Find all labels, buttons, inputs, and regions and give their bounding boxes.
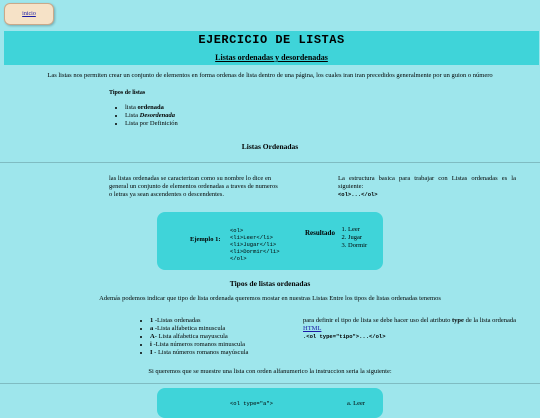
ordered-heading: Listas Ordenadas — [241, 142, 299, 151]
alpha-intro: Si queremos que se muestre una lista con orden alfanumerico la instruccion seria la siguiente: — [148, 368, 392, 375]
ordered-types-intro: Además podemos indicar que tipo de lista ordenada queremos mostar en nuestras Listas Entre los tipos de listas ordenadas tenemos — [99, 295, 441, 302]
ordered-description: las listas ordenadas se caracterizan como su nombre lo dice en general un conjunto de elementos ordenadas a traves de numeros o letras ya sean ascendentes o descendentes. — [109, 175, 278, 198]
result-list — [334, 226, 367, 250]
example-2-result: a. Leer — [347, 400, 366, 407]
type-attribute-code: .<ol type="tipo">...</ol> — [303, 333, 386, 340]
type-attribute-explanation: para definir el tipo de lista se debe hacer uso del atributo type de la lista ordenada HTML .<ol type="tipo">...</ol> — [303, 317, 516, 340]
ordered-structure-code: <ol>...</ol> — [338, 191, 378, 198]
result-label: Resultado — [305, 229, 335, 237]
page-banner — [4, 31, 539, 65]
list-item: • 1 -Listas ordenadas — [150, 317, 290, 325]
example-box-2 — [157, 388, 383, 418]
list-item: • I - Lista números romanos mayúscula — [150, 349, 290, 357]
inicio-nav-box — [4, 3, 54, 25]
ordered-types-list — [140, 317, 290, 357]
list-item: • a -Lista alfabetica minuscula — [150, 325, 290, 333]
example-code: <ol> <li>Leer</li> <li>Jugar</li> <li>Dormir</li> </ol> — [230, 227, 280, 262]
list-item: 2. Jugar — [348, 234, 367, 242]
ordered-structure: La estructura basica para trabajar con Listas ordenadas es la siguiente: <ol>...</ol> — [338, 175, 516, 198]
types-list — [110, 104, 178, 128]
ordered-types-list-wrap — [140, 317, 290, 357]
intro-paragraph: Las listas nos permiten crear un conjunto de elementos en forma ordenas de lista dentro de una página, los cuales iran iran precedidos generalmente por un guion o número — [47, 72, 493, 79]
list-item: • A- Lista alfabetica mayuscula — [150, 333, 290, 341]
list-item: 1. Leer — [348, 226, 367, 234]
list-item: • Lista por Definición — [125, 120, 178, 128]
page-subtitle: Listas ordenadas y desordenadas — [215, 53, 328, 62]
page-title: EJERCICIO DE LISTAS — [198, 33, 345, 47]
list-item: • lista ordenada — [125, 104, 178, 112]
example-2-code: <ol type="a"> — [230, 400, 273, 407]
list-item: 3. Dormir — [348, 242, 367, 250]
inicio-link[interactable]: inicio — [22, 11, 36, 17]
example-box — [157, 212, 383, 270]
example-label: Ejemplo 1: — [190, 236, 221, 243]
divider — [0, 162, 540, 163]
divider — [0, 383, 540, 384]
html-link[interactable]: HTML — [303, 325, 322, 332]
list-item: • Lista Desordenada — [125, 112, 178, 120]
list-item: • i -Lista números romanos minuscula — [150, 341, 290, 349]
types-heading: Tipos de listas — [109, 90, 146, 96]
ordered-types-heading: Tipos de listas ordenadas — [229, 279, 311, 288]
